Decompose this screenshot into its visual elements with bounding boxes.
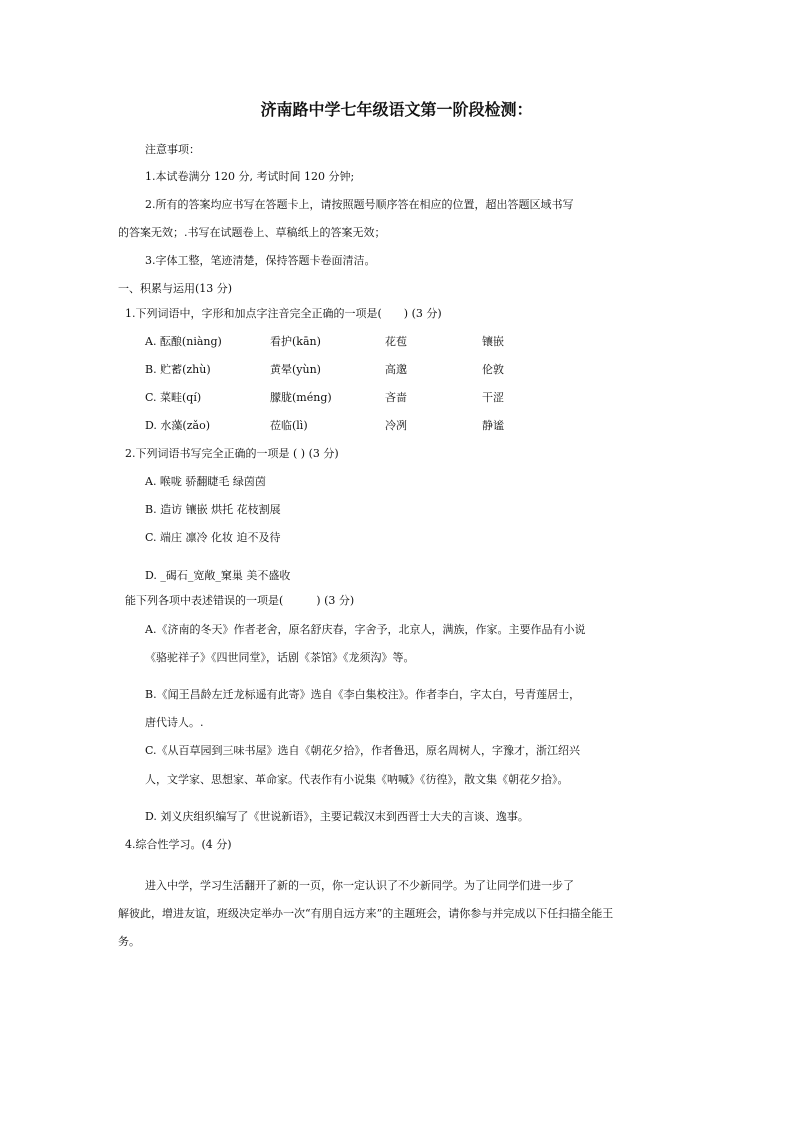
q1-option-b-word-1: B. 贮蓄(zhù): [145, 363, 211, 376]
q1-option-d-word-1: D. 水藻(zǎo): [145, 419, 210, 432]
q1-option-c-word-2: 朦胧(méng): [270, 391, 332, 404]
q4-paragraph-line-3: 务。: [118, 935, 140, 948]
q3-option-d: D. 刘义庆组织编写了《世说新语》，主要记载汉末到西晋士大夫的言谈、逸事。: [145, 810, 529, 823]
question-1-stem: 1.下列词语中，字形和加点字注音完全正确的一项是( ) (3 分): [125, 307, 442, 320]
q1-option-a-word-2: 看护(kān): [270, 335, 321, 348]
q2-option-d: D. _碣石_宽敞_窠巢 美不盛收: [145, 569, 291, 582]
note-1: 1.本试卷满分 120 分, 考试时间 120 分钟;: [145, 170, 355, 183]
q1-option-a-word-4: 镶嵌: [482, 335, 504, 348]
note-2-line-1: 2.所有的答案均应书写在答题卡上，请按照题号顺序答在相应的位置，超出答题区域书写: [145, 198, 574, 211]
q4-paragraph-line-1: 进入中学，学习生活翻开了新的一页，你一定认识了不少新同学。为了让同学们进一步了: [145, 879, 574, 892]
q1-option-b-word-4: 伦敦: [482, 363, 504, 376]
note-2-line-2: 的答案无效；.书写在试题卷上、草稿纸上的答案无效；: [118, 226, 386, 239]
q3-option-c-line-2: 人，文学家、思想家、革命家。代表作有小说集《呐喊》《彷徨》，散文集《朝花夕拾》。: [145, 773, 569, 786]
q2-option-b: B. 造访 镶嵌 烘托 花枝割展: [145, 503, 281, 516]
question-2-stem: 2.下列词语书写完全正确的一项是 ( ) (3 分): [125, 447, 339, 460]
q1-option-d-word-4: 静谧: [482, 419, 504, 432]
question-4-stem: 4.综合性学习。(4 分): [125, 838, 232, 851]
note-3: 3.字体工整，笔迹清楚，保持答题卡卷面清洁。: [145, 254, 376, 267]
q3-option-b-line-1: B.《闻王昌龄左迁龙标遥有此寄》选自《李白集校注》。作者李白，字太白，号青莲居士，: [145, 688, 581, 701]
q1-option-a-word-3: 花苞: [385, 335, 407, 348]
q4-paragraph-line-2: 解彼此，增进友谊，班级决定举办一次“有朋自远方来”的主题班会，请你参与并完成以下任扫描全能王: [118, 907, 614, 920]
q2-option-a: A. 喉咙 骄翻睫毛 绿茵茵: [145, 475, 266, 488]
q1-option-d-word-2: 莅临(lì): [270, 419, 308, 432]
q1-option-c-word-4: 干涩: [482, 391, 504, 404]
notes-heading: 注意事项：: [145, 143, 200, 156]
q3-option-c-line-1: C.《从百草园到三味书屋》选自《朝花夕拾》，作者鲁迅，原名周树人，字豫才，浙江绍兴: [145, 744, 581, 757]
q3-option-a-line-2: 《骆驼祥子》《四世同堂》，话剧《茶馆》《龙须沟》等。: [145, 651, 415, 664]
q1-option-a-word-1: A. 酝酿(niàng): [145, 335, 222, 348]
q3-option-a-line-1: A.《济南的冬天》作者老舍，原名舒庆春，字舍予，北京人，满族，作家。主要作品有小说: [145, 623, 586, 636]
q1-option-b-word-3: 高邈: [385, 363, 407, 376]
q1-option-c-word-1: C. 菜畦(qí): [145, 391, 202, 404]
section-1-heading: 一、积累与运用(13 分): [118, 282, 233, 295]
q3-option-b-line-2: 唐代诗人。.: [145, 716, 204, 729]
q2-option-c: C. 端庄 凛冷 化妆 迫不及待: [145, 531, 281, 544]
q1-option-c-word-3: 吝啬: [385, 391, 407, 404]
q1-option-b-word-2: 黄晕(yùn): [270, 363, 321, 376]
question-3-stem: 能下列各项中表述错误的一项是( ) (3 分): [125, 594, 355, 607]
page-title: 济南路中学七年级语文第一阶段检测：: [260, 100, 533, 119]
q1-option-d-word-3: 冷冽: [385, 419, 407, 432]
